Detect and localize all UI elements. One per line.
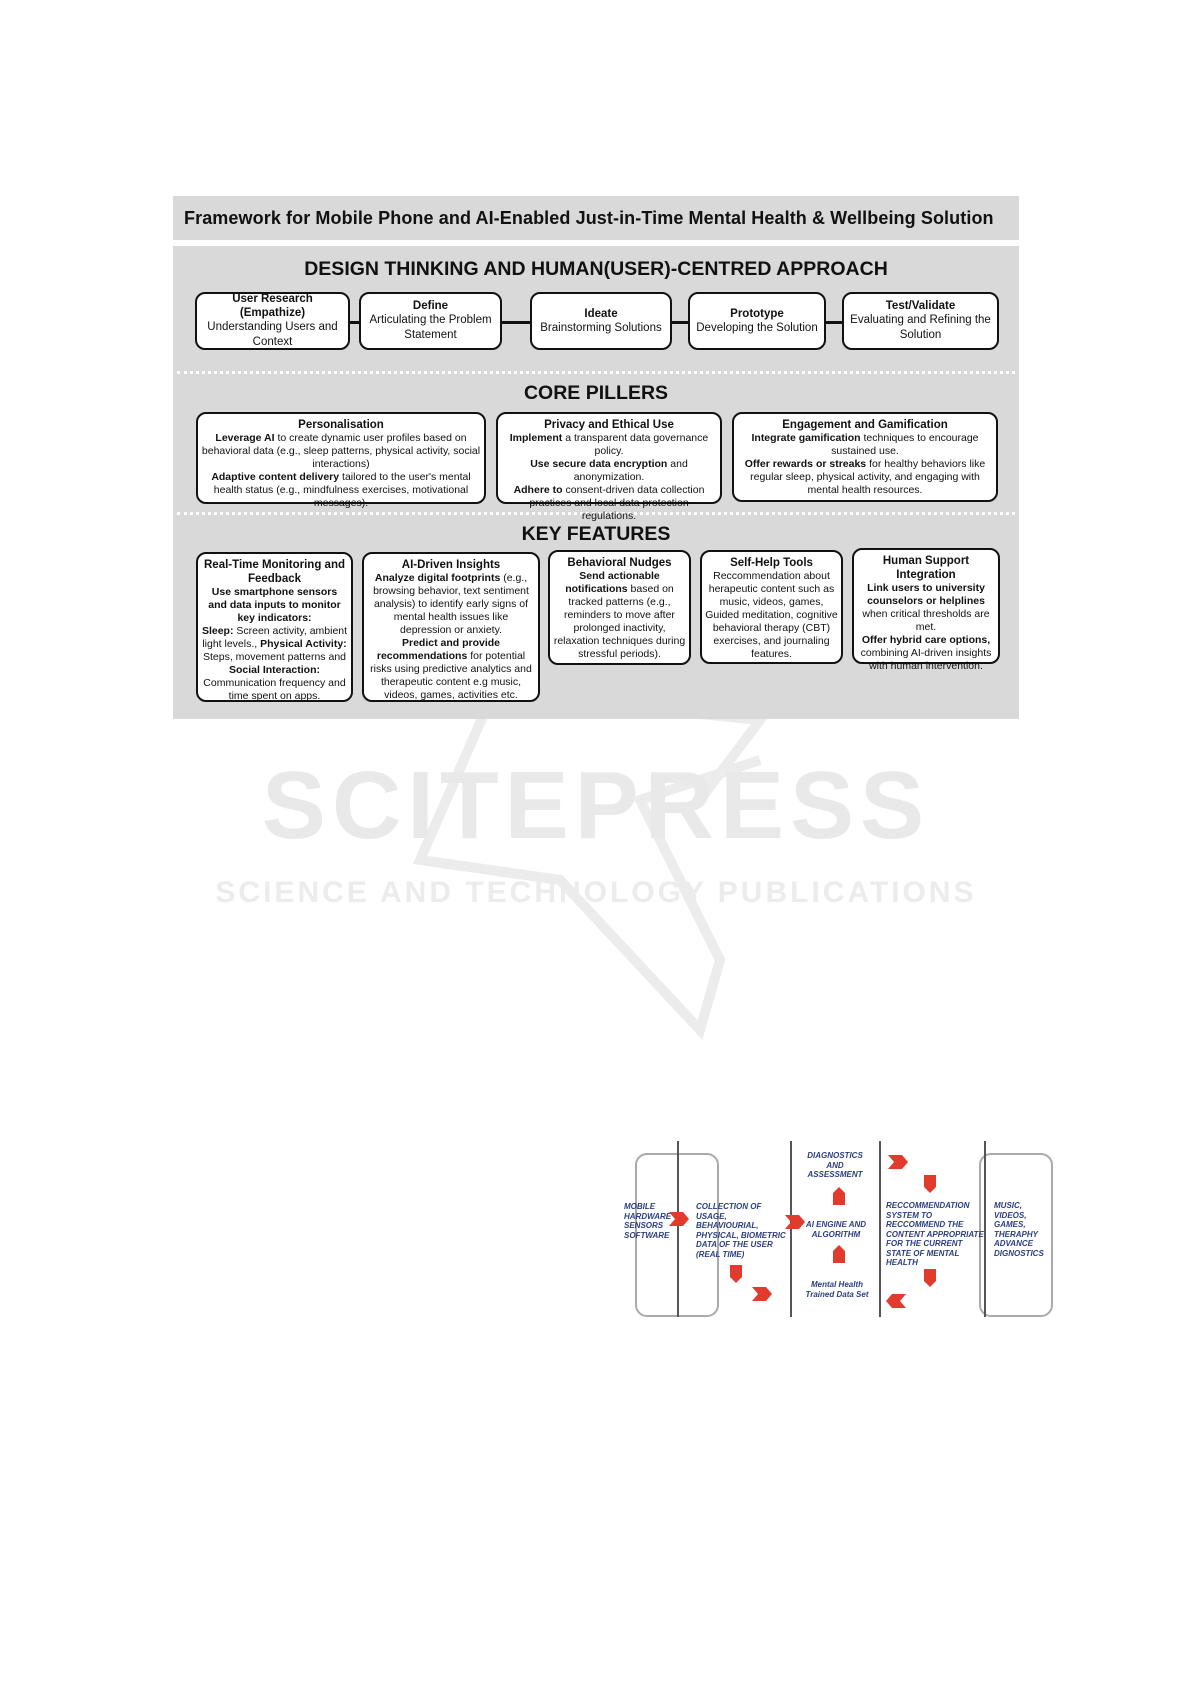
framework-figure [173,196,1019,719]
feature-title: AI-Driven Insights [401,559,501,571]
ai-engine-label: AI ENGINE AND ALGORITHM [805,1220,867,1239]
pillar-title: Personalisation [298,419,384,431]
framework-panel [173,246,1019,719]
arrow-right-icon [669,1212,689,1226]
stage-desc: Articulating the Problem Statement [369,314,492,341]
feature-title: Real-Time Monitoring and Feedback [204,559,345,585]
stage-ideate [530,292,672,350]
arrow-down-icon [924,1269,936,1287]
pillar-text: Offer rewards or streaks for healthy behaviors like regular sleep, physical activity, and engaging with mental health resources. [744,458,986,496]
pillar-personalisation [196,412,486,509]
figure-title: Framework for Mobile Phone and AI-Enabled Just-in-Time Mental Health & Wellbeing Solution [173,196,1019,240]
stage-connector [501,321,531,324]
stage-connector [825,321,843,324]
feature-text: Predict and provide recommendations for potential risks using predictive analytics and therapeutic content e.g music, videos, games, activities etc. [370,637,532,701]
stage-desc: Developing the Solution [696,321,818,334]
stage-prototype [688,292,826,350]
pillar-text: Implement a transparent data governance policy. [509,432,709,457]
feature-title: Human Support Integration [882,555,970,581]
arrow-down-icon [924,1175,936,1193]
watermark-tagline: SCIENCE AND TECHNOLOGY PUBLICATIONS [215,876,977,909]
system-flow-diagram [623,1139,1047,1317]
pillar-text: Integrate gamification techniques to encourage sustained use. [751,432,979,457]
stage-title: User Research (Empathize) [232,293,313,319]
stage-connector [671,321,689,324]
dataset-label: Mental Health Trained Data Set [805,1280,869,1299]
feature-text: Link users to university counselors or helplines when critical thresholds are met. [862,582,990,633]
pillar-engagement [732,412,998,502]
feature-title: Self-Help Tools [730,557,813,569]
feature-real-time-monitoring [196,552,353,702]
data-collection-label: COLLECTION OF USAGE, BEHAVIOURIAL, PHYSICAL, BIOMETRIC DATA OF THE USER (REAL TIME) [696,1202,786,1259]
feature-text: Analyze digital footprints (e.g., browsing behavior, text sentiment analysis) to identify early signs of mental health issues like depression or anxiety. [373,572,529,636]
arrow-right-icon [752,1287,772,1301]
pillar-text: Leverage AI to create dynamic user profiles based on behavioral data (e.g., sleep patterns, physical activity, social interactions) [201,432,481,470]
key-features-section [173,515,1019,705]
stage-desc: Understanding Users and Context [207,321,338,348]
design-thinking-section [173,246,1019,371]
stage-desc: Brainstorming Solutions [540,321,662,334]
pillar-title: Engagement and Gamification [782,419,948,431]
design-thinking-heading: DESIGN THINKING AND HUMAN(USER)-CENTRED APPROACH [304,258,888,280]
outputs-label: MUSIC, VIDEOS, GAMES, THERAPHY ADVANCE DIGNOSTICS [994,1201,1044,1258]
mobile-hardware-label: MOBILE HARDWARE SENSORS SOFTWARE [624,1202,672,1240]
key-features-heading: KEY FEATURES [521,523,671,545]
arrow-left-icon [886,1294,906,1308]
pillar-text: Adhere to consent-driven data collection practices and local data protection regulations. [513,484,705,522]
stage-title: Prototype [730,307,784,320]
pillar-privacy [496,412,722,522]
recommendation-label: RECCOMMENDATION SYSTEM TO RECCOMMEND THE CONTENT APPROPRIATE FOR THE CURRENT STATE OF MENTAL HEALTH [886,1201,984,1267]
stage-title: Define [412,300,449,312]
stage-define [359,292,502,350]
feature-self-help-tools [700,550,843,664]
feature-ai-insights [362,552,540,702]
stage-test-validate [842,292,999,350]
core-pillars-heading: CORE PILLERS [523,382,669,404]
feature-title: Behavioral Nudges [567,557,672,569]
stage-title: Test/Validate [885,300,956,312]
feature-text: Offer hybrid care options, combining AI-driven insights with human intervention. [860,634,992,672]
watermark-word: SCITEPRESS [261,752,931,859]
pillar-text: Use secure data encryption and anonymization. [530,458,688,483]
arrow-right-icon [785,1215,805,1229]
feature-behavioral-nudges [548,550,691,665]
feature-human-support [852,548,1000,672]
arrow-right-icon [888,1155,908,1169]
stage-title: Ideate [584,307,618,320]
pillar-text: Adaptive content delivery tailored to the user's mental health status (e.g., mindfulness exercises, motivational messages). [211,471,471,509]
pillar-title: Privacy and Ethical Use [544,419,674,431]
feature-text: Reccommendation about herapeutic content such as music, videos, games, Guided meditation, cognitive behavioral therapy (CBT) exercises, and journaling features. [705,570,838,660]
core-pillars-section [173,374,1019,522]
flow-arrows [623,1139,1047,1317]
stage-empathize [195,292,350,350]
stage-desc: Evaluating and Refining the Solution [850,314,991,341]
diagnostics-label: DIAGNOSTICS AND ASSESSMENT [807,1151,863,1179]
arrow-up-icon [833,1187,845,1205]
feature-text: Send actionable notifications based on tracked patterns (e.g., reminders to move after prolonged inactivity, relaxation techniques during stressful periods). [553,570,686,660]
feature-text: Use smartphone sensors and data inputs to monitor key indicators: [208,586,341,624]
arrow-up-icon [833,1245,845,1263]
arrow-down-icon [730,1265,742,1283]
feature-text: Sleep: Screen activity, ambient light levels., Physical Activity: Steps, movement patterns and Social Interaction: Communication frequency and time spent on apps. [201,625,348,702]
